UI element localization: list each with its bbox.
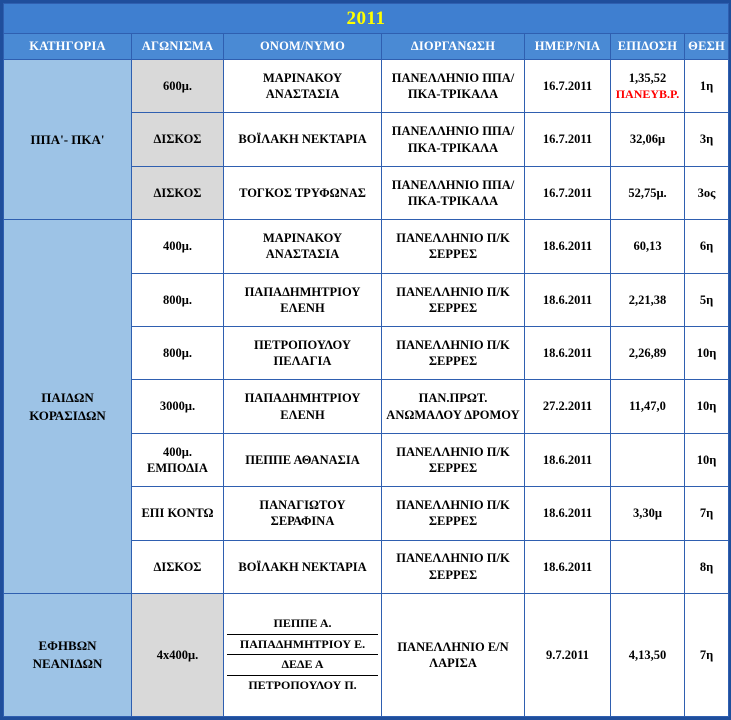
result-cell: 2,21,38 [611,273,685,326]
organization-cell: ΠΑΝΕΛΛΗΝΙΟ Π/Κ ΣΕΡΡΕΣ [382,273,525,326]
date-cell: 18.6.2011 [525,220,611,273]
athlete-cell: ΠΕΠΠΕ ΑΘΑΝΑΣΙΑ [224,433,382,486]
event-cell: 600μ. [132,60,224,113]
date-cell: 18.6.2011 [525,433,611,486]
date-cell: 16.7.2011 [525,60,611,113]
date-cell: 16.7.2011 [525,113,611,166]
date-cell: 9.7.2011 [525,593,611,716]
result-cell: 4,13,50 [611,593,685,716]
column-header-result: ΕΠΙΔΟΣΗ [611,34,685,60]
position-cell: 3η [685,113,729,166]
date-cell: 18.6.2011 [525,487,611,540]
position-cell: 10η [685,380,729,433]
organization-cell: ΠΑΝΕΛΛΗΝΙΟ Ε/Ν ΛΑΡΙΣΑ [382,593,525,716]
date-cell: 27.2.2011 [525,380,611,433]
relay-member: ΔΕΔΕ Α [227,655,378,676]
position-cell: 10η [685,326,729,379]
event-cell: ΔΙΣΚΟΣ [132,540,224,593]
category-cell: ΠΑΙΔΩΝ ΚΟΡΑΣΙΔΩΝ [4,220,132,594]
event-cell: 4x400μ. [132,593,224,716]
column-header-athlete: ΟΝΟΜ/ΝΥΜΟ [224,34,382,60]
event-cell: 400μ. [132,220,224,273]
column-header-category: ΚΑΤΗΓΟΡΙΑ [4,34,132,60]
athlete-cell: ΜΑΡΙΝΑΚΟΥ ΑΝΑΣΤΑΣΙΑ [224,220,382,273]
position-cell: 3ος [685,166,729,219]
position-cell: 7η [685,593,729,716]
event-cell: ΔΙΣΚΟΣ [132,113,224,166]
position-cell: 1η [685,60,729,113]
relay-member: ΠΕΤΡΟΠΟΥΛΟΥ Π. [248,678,357,693]
result-cell: 11,47,0 [611,380,685,433]
date-cell: 18.6.2011 [525,326,611,379]
athlete-cell: ΠΕΤΡΟΠΟΥΛΟΥ ΠΕΛΑΓΙΑ [224,326,382,379]
table-row [4,60,729,113]
column-header-date: ΗΜΕΡ/ΝΙΑ [525,34,611,60]
result-note: ΠΑΝΕΥΒ.Ρ. [615,86,680,101]
event-cell: ΕΠΙ ΚΟΝΤΩ [132,487,224,540]
event-cell: 3000μ. [132,380,224,433]
event-cell: 800μ. [132,326,224,379]
event-cell: ΔΙΣΚΟΣ [132,166,224,219]
header-row [4,34,729,60]
date-cell: 18.6.2011 [525,540,611,593]
result-value: 1,35,52 [628,71,667,86]
organization-cell: ΠΑΝΕΛΛΗΝΙΟ ΠΠΑ/ΠΚΑ-ΤΡΙΚΑΛΑ [382,113,525,166]
athlete-cell: ΠΑΠΑΔΗΜΗΤΡΙΟΥ ΕΛΕΝΗ [224,380,382,433]
date-cell: 16.7.2011 [525,166,611,219]
result-cell [611,433,685,486]
organization-cell: ΠΑΝΕΛΛΗΝΙΟ Π/Κ ΣΕΡΡΕΣ [382,540,525,593]
athlete-cell: ΒΟΪΛΑΚΗ ΝΕΚΤΑΡΙΑ [224,113,382,166]
athlete-cell: ΠΑΝΑΓΙΩΤΟΥ ΣΕΡΑΦΙΝΑ [224,487,382,540]
category-cell: ΕΦΗΒΩΝ ΝΕΑΝΙΔΩΝ [4,593,132,716]
organization-cell: ΠΑΝΕΛΛΗΝΙΟ Π/Κ ΣΕΡΡΕΣ [382,326,525,379]
athlete-cell: ΤΟΓΚΟΣ ΤΡΥΦΩΝΑΣ [224,166,382,219]
category-cell: ΠΠΑ'- ΠΚΑ' [4,60,132,220]
organization-cell: ΠΑΝ.ΠΡΩΤ. ΑΝΩΜΑΛΟΥ ΔΡΟΜΟΥ [382,380,525,433]
result-cell: 60,13 [611,220,685,273]
result-cell: 52,75μ. [611,166,685,219]
position-cell: 8η [685,540,729,593]
position-cell: 6η [685,220,729,273]
title-row [4,4,729,34]
column-header-position: ΘΕΣΗ [685,34,729,60]
event-cell: 800μ. [132,273,224,326]
result-cell [611,60,685,113]
athlete-cell: ΠΑΠΑΔΗΜΗΤΡΙΟΥ ΕΛΕΝΗ [224,273,382,326]
table-row [4,220,729,273]
relay-team-list [227,596,378,714]
athlete-cell: ΜΑΡΙΝΑΚΟΥ ΑΝΑΣΤΑΣΙΑ [224,60,382,113]
result-cell: 2,26,89 [611,326,685,379]
position-cell: 7η [685,487,729,540]
date-cell: 18.6.2011 [525,273,611,326]
result-cell: 3,30μ [611,487,685,540]
relay-team-cell [224,593,382,716]
athlete-cell: ΒΟΪΛΑΚΗ ΝΕΚΤΑΡΙΑ [224,540,382,593]
relay-member: ΠΑΠΑΔΗΜΗΤΡΙΟΥ Ε. [227,635,378,656]
results-table [3,3,729,717]
column-header-event: ΑΓΩΝΙΣΜΑ [132,34,224,60]
result-cell: 32,06μ [611,113,685,166]
organization-cell: ΠΑΝΕΛΛΗΝΙΟ Π/Κ ΣΕΡΡΕΣ [382,487,525,540]
organization-cell: ΠΑΝΕΛΛΗΝΙΟ Π/Κ ΣΕΡΡΕΣ [382,433,525,486]
sheet-title: 2011 [4,4,729,34]
result-cell [611,540,685,593]
organization-cell: ΠΑΝΕΛΛΗΝΙΟ ΠΠΑ/ΠΚΑ-ΤΡΙΚΑΛΑ [382,166,525,219]
position-cell: 5η [685,273,729,326]
position-cell: 10η [685,433,729,486]
event-cell: 400μ. ΕΜΠΟΔΙΑ [132,433,224,486]
table-row [4,593,729,716]
organization-cell: ΠΑΝΕΛΛΗΝΙΟ ΠΠΑ/ΠΚΑ-ΤΡΙΚΑΛΑ [382,60,525,113]
column-header-organization: ΔΙΟΡΓΑΝΩΣΗ [382,34,525,60]
relay-member: ΠΕΠΠΕ Α. [227,614,378,635]
organization-cell: ΠΑΝΕΛΛΗΝΙΟ Π/Κ ΣΕΡΡΕΣ [382,220,525,273]
